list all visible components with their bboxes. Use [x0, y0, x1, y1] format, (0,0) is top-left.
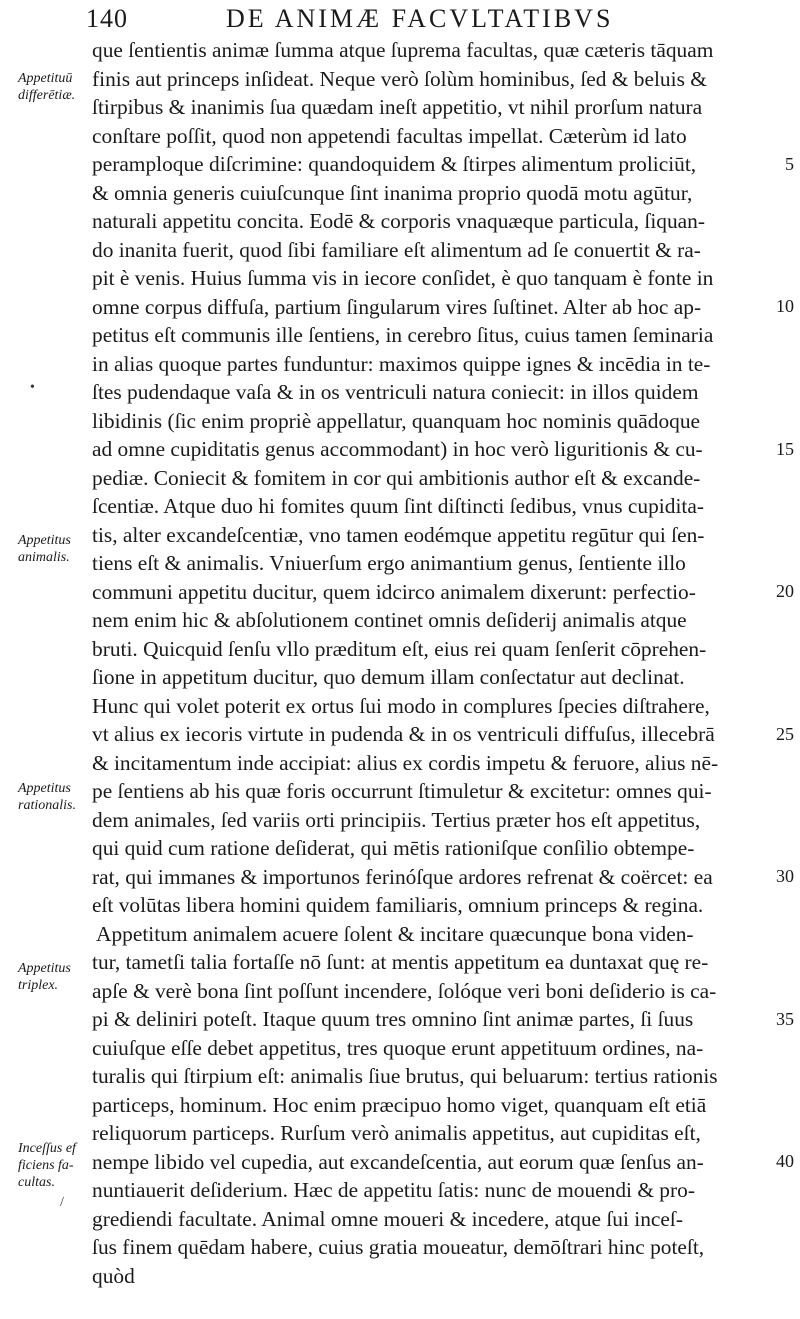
catchword [92, 1290, 764, 1319]
text-line: omne corpus diffuſa, partium ſingularum vires ſuſtinet. Alter ab hoc ap- [92, 294, 702, 319]
text-line: & incitamentum inde accipiat: alius ex cordis impetu & feruore, alius nē- [92, 750, 719, 775]
text-line: ſione in appetitum ducitur, quo demum illam conſectatur aut declinat. [92, 665, 685, 689]
text-line: ſtes pudendaque vaſa & in os ventriculi natura coniecit: in illos quidem [92, 380, 699, 404]
text-line: communi appetitu ducitur, quem idcirco animalem dixerunt: perfectio- [92, 579, 696, 604]
text-line: Hunc qui volet poterit ex ortus ſui modo in complures ſpecies diſtrahere, [92, 693, 710, 718]
text-line: pit è venis. Huius ſumma vis in iecore conſidet, è quo tanquam è fonte in [92, 266, 714, 290]
text-line: tur, tametſi talia fortaſſe nō ſunt: at mentis appetitum ea duntaxat quę re- [92, 950, 709, 974]
text-line: que ſentientis animæ ſumma atque ſuprema facultas, quæ cæteris tāquam [92, 38, 714, 62]
text-line: petitus eſt communis ille ſentiens, in cerebro ſitus, cuius tamen ſeminaria [92, 323, 714, 347]
text-line: nempe libido vel cupedia, aut excandeſcentia, aut eorum quæ ſenſus an- [92, 1149, 704, 1174]
text-line: rat, qui immanes & importunos ferinóſque ardores refrenat & coërcet: ea [92, 864, 713, 889]
text-line: dem animales, ſed variis orti principiis. Tertius præter hos eſt appetitus, [92, 807, 701, 832]
margin-note-line: Appetitus [18, 961, 71, 976]
text-line: Appetitum animalem acuere ſolent & incitare quæcunque bona viden- [96, 921, 694, 946]
text-body [92, 36, 764, 1319]
text-line: ſcentiæ. Atque duo hi fomites quum ſint diſtincti ſedibus, vnus cupidita- [92, 494, 704, 518]
text-line: qui quid cum ratione deſiderat, qui mētis rationiſque conſilio obtempe- [92, 836, 695, 860]
text-line: quòd [92, 1263, 135, 1288]
margin-note [18, 1140, 92, 1191]
margin-note-line: differētiæ. [18, 88, 76, 103]
text-line: particeps, hominum. Hoc enim præcipuo homo viget, quanquam eſt etiā [92, 1092, 707, 1117]
text-line: ſtirpibus & inanimis ſua quædam ineſt appetitio, vt nihil prorſum natura [92, 95, 703, 119]
text-line: turalis qui ſtirpium eſt: animalis ſiue brutus, qui beluarum: tertius rationis [92, 1064, 718, 1088]
text-line: peramploque diſcrimine: quandoquidem & ſtirpes alimentum proliciūt, [92, 152, 697, 176]
page-header [86, 4, 786, 34]
text-line: bruti. Quicquid ſenſu vllo præditum eſt, eius rei quam ſenſerit cōprehen- [92, 636, 707, 661]
margin-note-line: rationalis. [18, 798, 76, 813]
text-line: apſe & verè bona ſint poſſunt incendere, ſolóque veri boni deſiderio is ca- [92, 978, 717, 1003]
text-line: tiens eſt & animalis. Vniuerſum ergo animantium genus, ſentiente illo [92, 551, 686, 575]
page-number: 140 [86, 4, 128, 33]
text-line: tis, alter excandeſcentiæ, vno tamen eodémque appetitu regūtur qui ſen- [92, 522, 705, 547]
text-line: reliquorum particeps. Rurſum verò animalis appetitus, aut cupiditas eſt, [92, 1121, 701, 1145]
text-line: ſus finem quēdam habere, cuius gratia moueatur, demōſtrari hinc poteſt, [92, 1235, 705, 1259]
text-line: nuntiauerit deſiderium. Hæc de appetitu ſatis: nunc de mouendi & pro- [92, 1178, 695, 1202]
text-line: do inanita fuerit, quod ſibi familiare eſt alimentum ad ſe conuertit & ra- [92, 237, 701, 262]
stray-mark: / [60, 1195, 64, 1210]
text-line: eſt volūtas libera homini quidem familiaris, omnium princeps & regina. [92, 893, 704, 917]
text-line: libidinis (ſic enim propriè appellatur, quanquam hoc nominis quādoque [92, 408, 701, 433]
text-line: pi & deliniri poteſt. Itaque quum tres omnino ſint animæ partes, ſi ſuus [92, 1007, 694, 1031]
text-line: vt alius ex iecoris virtute in pudenda & in os ventriculi diffuſus, illecebrā [92, 722, 715, 746]
line-number: 30 [776, 866, 794, 886]
text-line: nem enim hic & abſolutionem continet omnis deſiderij animalis atque [92, 608, 687, 632]
margin-note-line: triplex. [18, 978, 59, 993]
margin-note-line: Appetitus [18, 533, 71, 548]
stray-mark: • [30, 380, 35, 395]
line-number: 40 [776, 1151, 794, 1171]
margin-note-line: Appetitus [18, 781, 71, 796]
margin-note-line: Inceſſus ef [18, 1141, 76, 1156]
text-line: finis aut princeps inſideat. Neque verò ſolùm hominibus, ſed & beluis & [92, 66, 707, 91]
margin-note [18, 960, 92, 994]
margin-note-line: animalis. [18, 550, 70, 565]
line-number: 5 [785, 154, 794, 174]
text-line: conſtare poſſit, quod non appetendi facultas impellat. Cæterùm id lato [92, 123, 687, 148]
margin-note-line: Appetituū [18, 71, 73, 86]
text-line: pediæ. Coniecit & fomitem in cor qui ambitionis author eſt & excande- [92, 465, 701, 490]
text-line: grediendi facultate. Animal omne moueri & incedere, atque ſui inceſ- [92, 1206, 683, 1231]
text-line: in alias quoque partes funduntur: maximos quippe ignes & incēdia in te- [92, 351, 711, 376]
margin-note [18, 70, 92, 104]
text-line: ad omne cupiditatis genus accommodant) in hoc verò liguritionis & cu- [92, 437, 703, 461]
text-line: pe ſentiens ab his quæ foris occurrunt ſtimuletur & excitetur: omnes qui- [92, 779, 712, 803]
line-number: 25 [776, 724, 794, 744]
running-head: DE ANIMÆ FACVLTATIBVS [226, 4, 614, 33]
text-line: & omnia generis cuiuſcunque ſint inanima proprio quodā motu agūtur, [92, 180, 693, 205]
line-number: 35 [776, 1009, 794, 1029]
text-line: cuiuſque eſſe debet appetitus, tres quoque erunt appetituum ordines, na- [92, 1035, 704, 1060]
margin-note-line: cultas. [18, 1175, 55, 1190]
text-line: naturali appetitu concita. Eodē & corporis vnaquæque particula, ſiquan- [92, 209, 705, 233]
margin-note [18, 780, 92, 814]
line-number: 20 [776, 581, 794, 601]
line-number: 10 [776, 296, 794, 316]
line-number: 15 [776, 439, 794, 459]
margin-note [18, 532, 92, 566]
margin-note-line: ficiens fa- [18, 1158, 74, 1173]
